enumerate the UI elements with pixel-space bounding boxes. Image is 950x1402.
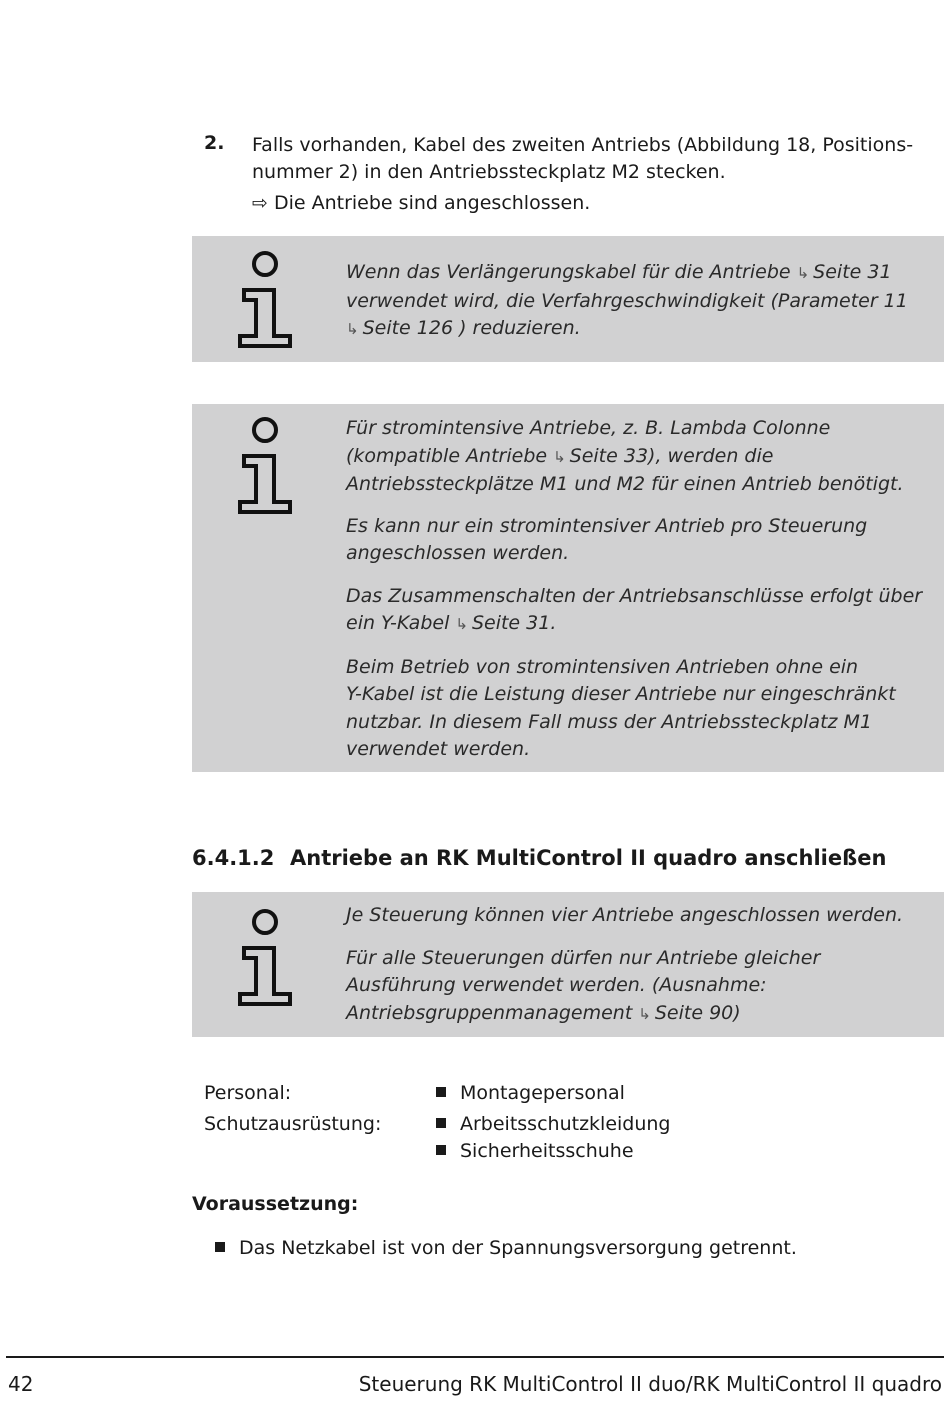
result-arrow-icon: ⇨ <box>252 192 268 214</box>
note-2-text <box>346 415 936 764</box>
note-1-text <box>346 259 936 344</box>
list-item: Arbeitsschutzkleidung <box>436 1111 671 1138</box>
note-line: verwendet werden. <box>346 738 531 760</box>
step-text <box>252 132 932 186</box>
bullet-square-icon <box>436 1087 446 1097</box>
note-line: Das Zusammenschalten der Antriebsanschlüsse erfolgt über <box>346 584 923 607</box>
bullet-square-icon <box>215 1242 225 1252</box>
page-ref-link[interactable]: Seite 126 ) reduzieren. <box>362 317 581 339</box>
page-ref-arrow-icon: ↳ <box>638 1004 651 1023</box>
step-line-1: Falls vorhanden, Kabel des zweiten Antriebs (Abbildung 18, Positions- <box>252 134 914 156</box>
step-line-2: nummer 2) in den Antriebssteckplatz M2 stecken. <box>252 161 726 183</box>
bullet-square-icon <box>436 1118 446 1128</box>
section-title: Antriebe an RK MultiControl II quadro anschließen <box>290 846 887 870</box>
info-note-1 <box>192 236 944 362</box>
page-number: 42 <box>8 1372 34 1396</box>
note-line: Wenn das Verlängerungskabel für die Antriebe ↳ Seite 31 <box>346 261 892 283</box>
note-3-text <box>346 902 936 1028</box>
footer-title: Steuerung RK MultiControl II duo/RK MultiControl II quadro <box>358 1372 942 1396</box>
note-line: (kompatible Antriebe ↳ Seite 33), werden die <box>346 444 774 467</box>
info-icon <box>238 250 292 348</box>
note-line: Für stromintensive Antriebe, z. B. Lambda Colonne <box>346 417 831 439</box>
info-note-2 <box>192 404 944 772</box>
page-ref-link[interactable]: Seite 31. <box>471 612 557 634</box>
bullet-square-icon <box>436 1145 446 1155</box>
info-icon <box>238 416 292 514</box>
step-result <box>252 190 590 217</box>
prerequisite-heading: Voraussetzung: <box>192 1193 359 1215</box>
step-result-text: Die Antriebe sind angeschlossen. <box>273 192 591 214</box>
note-line: Für alle Steuerungen dürfen nur Antriebe gleicher <box>346 946 821 969</box>
note-line: Ausführung verwendet werden. (Ausnahme: <box>346 974 767 996</box>
page-ref-arrow-icon: ↳ <box>553 447 566 466</box>
protection-label: Schutzausrüstung: <box>204 1113 382 1135</box>
page-ref-arrow-icon: ↳ <box>796 264 810 282</box>
list-item: Das Netzkabel ist von der Spannungsversorgung getrennt. <box>215 1235 797 1262</box>
note-line: angeschlossen werden. <box>346 542 570 564</box>
info-icon <box>238 908 292 1006</box>
page-ref-link[interactable]: Seite 31 <box>813 261 892 283</box>
personal-label: Personal: <box>204 1082 292 1104</box>
section-number: 6.4.1.2 <box>192 846 275 870</box>
step-number: 2. <box>204 132 225 154</box>
list-item: Sicherheitsschuhe <box>436 1138 634 1165</box>
note-line: Es kann nur ein stromintensiver Antrieb pro Steuerung <box>346 514 868 537</box>
page-ref-link[interactable]: Seite 90) <box>654 1001 741 1024</box>
note-line: ein Y-Kabel ↳ Seite 31. <box>346 612 557 634</box>
note-line: Y-Kabel ist die Leistung dieser Antriebe nur eingeschränkt <box>346 683 896 705</box>
list-item: Montagepersonal <box>436 1080 625 1107</box>
note-line <box>346 315 936 344</box>
note-line: nutzbar. In diesem Fall muss der Antriebssteckplatz M1 <box>346 710 873 733</box>
page-ref-arrow-icon: ↳ <box>346 320 359 338</box>
page-ref-link[interactable]: Seite 33), werden die <box>569 444 774 467</box>
info-note-3 <box>192 892 944 1037</box>
note-line: Beim Betrieb von stromintensiven Antrieben ohne ein <box>346 655 859 678</box>
note-line: Antriebsgruppenmanagement ↳ Seite 90) <box>346 1001 741 1024</box>
note-line: Antriebssteckplätze M1 und M2 für einen Antrieb benötigt. <box>346 473 904 495</box>
footer-divider <box>6 1356 944 1358</box>
note-line: Je Steuerung können vier Antriebe angeschlossen werden. <box>346 904 904 926</box>
page-ref-arrow-icon: ↳ <box>455 615 468 633</box>
note-line: verwendet wird, die Verfahrgeschwindigkeit (Parameter 11 <box>346 289 908 312</box>
